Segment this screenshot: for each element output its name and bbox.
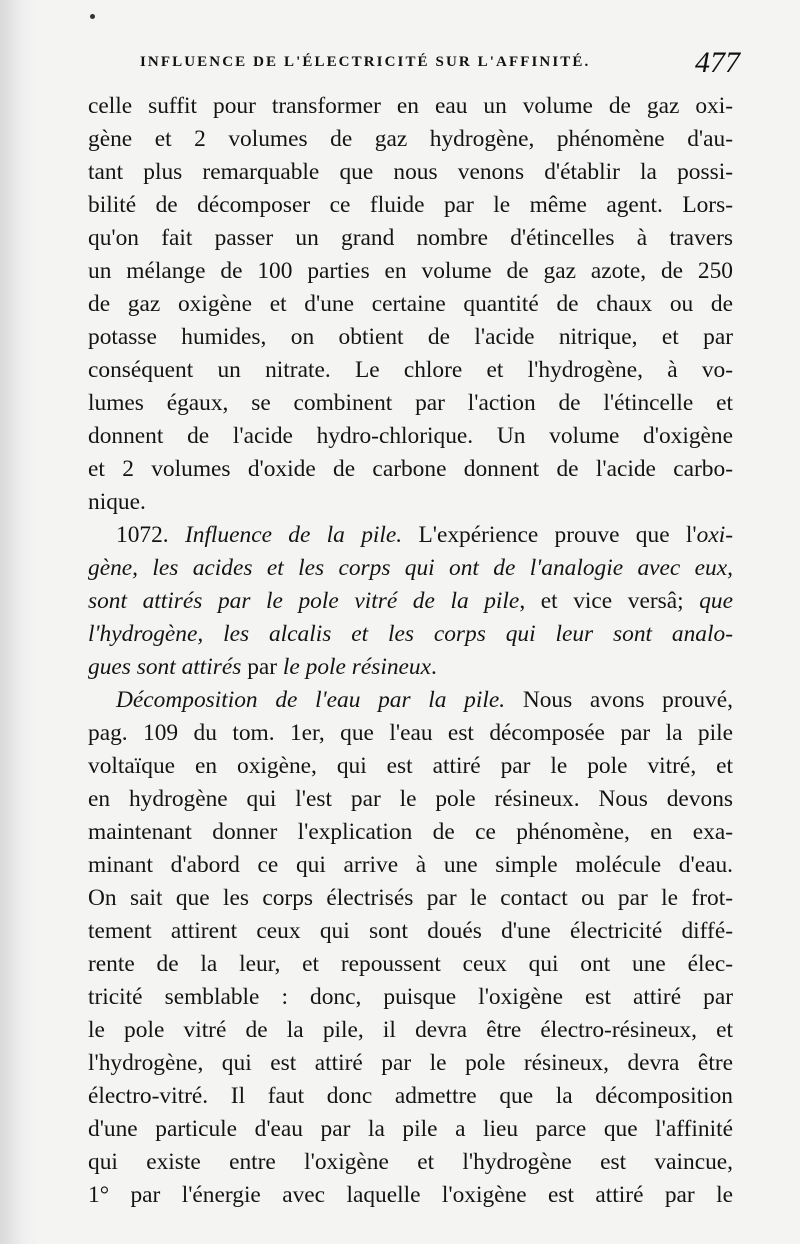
ink-speck — [90, 14, 95, 19]
text-line: lumes égaux, se combinent par l'action de l'étincelle et — [88, 390, 733, 416]
text-line — [88, 717, 733, 750]
text-line — [88, 585, 733, 618]
text-line — [88, 816, 733, 849]
text-line: de gaz oxigène et d'une certaine quantité de chaux ou de — [88, 291, 733, 317]
paragraph-1072 — [88, 519, 733, 684]
text-line — [88, 1014, 733, 1047]
text-segment: voltaïque en oxigène, qui est attiré par le pole vitré, et — [88, 753, 733, 779]
text-line — [88, 1179, 733, 1212]
text-line — [88, 1146, 733, 1179]
italic-text: le pole résineux — [282, 654, 431, 680]
text-line: un mélange de 100 parties en volume de gaz azote, de 250 — [88, 258, 733, 284]
text-line — [88, 552, 733, 585]
italic-text: gues sont attirés — [88, 654, 242, 680]
text-line — [88, 915, 733, 948]
text-line: gène et 2 volumes de gaz hydrogène, phénomène d'au- — [88, 126, 733, 152]
italic-text: que — [699, 588, 733, 614]
text-line — [88, 519, 733, 552]
text-line — [88, 849, 733, 882]
text-line: tant plus remarquable que nous venons d'établir la possi- — [88, 159, 733, 185]
text-line — [88, 750, 733, 783]
text-segment: d'une particule d'eau par la pile a lieu parce que l'affinité — [88, 1116, 733, 1142]
body-text — [88, 90, 733, 1212]
italic-text: oxi- — [696, 522, 733, 548]
italic-text: l'hydrogène, les alcalis et les corps qui leur sont analo- — [88, 621, 733, 647]
text-line: potasse humides, on obtient de l'acide nitrique, et par — [88, 324, 733, 350]
paragraph-1 — [88, 90, 733, 519]
page-gutter-shadow — [0, 0, 38, 1244]
text-segment: 1072. — [116, 522, 185, 548]
text-line — [88, 684, 733, 717]
text-segment: tement attirent ceux qui sont doués d'une électricité diffé- — [88, 918, 733, 944]
italic-text: sont attirés par le pole vitré de la pile — [88, 588, 520, 614]
text-segment: pag. 109 du tom. 1er, que l'eau est décomposée par la pile — [88, 720, 733, 746]
text-segment: rente de la leur, et repoussent ceux qui ont une élec- — [88, 951, 733, 977]
text-line — [88, 1080, 733, 1113]
text-line: conséquent un nitrate. Le chlore et l'hydrogène, à vo- — [88, 357, 733, 383]
text-segment: minant d'abord ce qui arrive à une simple molécule d'eau. — [88, 852, 733, 878]
italic-text: Décomposition de l'eau par la pile. — [116, 687, 506, 713]
text-segment: Nous avons prouvé, — [505, 687, 733, 713]
text-line — [88, 1113, 733, 1146]
text-line: et 2 volumes d'oxide de carbone donnent de l'acide carbo- — [88, 456, 733, 482]
page-header — [140, 48, 740, 84]
text-segment: On sait que les corps électrisés par le contact ou par le frot- — [88, 885, 733, 911]
text-line: celle suffit pour transformer en eau un volume de gaz oxi- — [88, 93, 733, 119]
text-segment: tricité semblable : donc, puisque l'oxigène est attiré par — [88, 984, 733, 1010]
text-segment: le pole vitré de la pile, il devra être électro-résineux, et — [88, 1017, 733, 1043]
text-line — [88, 783, 733, 816]
italic-text: Influence de la pile. — [184, 522, 403, 548]
text-segment: . — [431, 654, 437, 680]
page-number: 477 — [695, 46, 740, 79]
text-line — [88, 948, 733, 981]
text-segment: maintenant donner l'explication de ce phénomène, en exa- — [88, 819, 733, 845]
text-line — [88, 981, 733, 1014]
italic-text: gène, les acides et les corps qui ont de l'analogie avec eux, — [88, 555, 733, 581]
text-line — [88, 651, 733, 684]
text-line: qu'on fait passer un grand nombre d'étincelles à travers — [88, 225, 733, 251]
text-line: donnent de l'acide hydro-chlorique. Un volume d'oxigène — [88, 423, 733, 449]
text-line: bilité de décomposer ce fluide par le même agent. Lors- — [88, 192, 733, 218]
text-segment: L'expérience prouve que l' — [402, 522, 697, 548]
text-segment: en hydrogène qui l'est par le pole résineux. Nous devons — [88, 786, 733, 812]
text-segment: 1° par l'énergie avec laquelle l'oxigène est attiré par le — [88, 1182, 733, 1208]
text-segment: , et vice versâ; — [519, 588, 700, 614]
text-segment: par — [241, 654, 283, 680]
text-segment: l'hydrogène, qui est attiré par le pole résineux, devra être — [88, 1050, 733, 1076]
paragraph-decomposition — [88, 684, 733, 1212]
text-line — [88, 882, 733, 915]
text-line — [88, 618, 733, 651]
text-line — [88, 1047, 733, 1080]
text-line: nique. — [88, 489, 146, 515]
text-segment: électro-vitré. Il faut donc admettre que la décomposition — [88, 1083, 733, 1109]
text-segment: qui existe entre l'oxigène et l'hydrogène est vaincue, — [88, 1149, 733, 1175]
running-head: INFLUENCE DE L'ÉLECTRICITÉ SUR L'AFFINITÉ. — [140, 54, 591, 70]
